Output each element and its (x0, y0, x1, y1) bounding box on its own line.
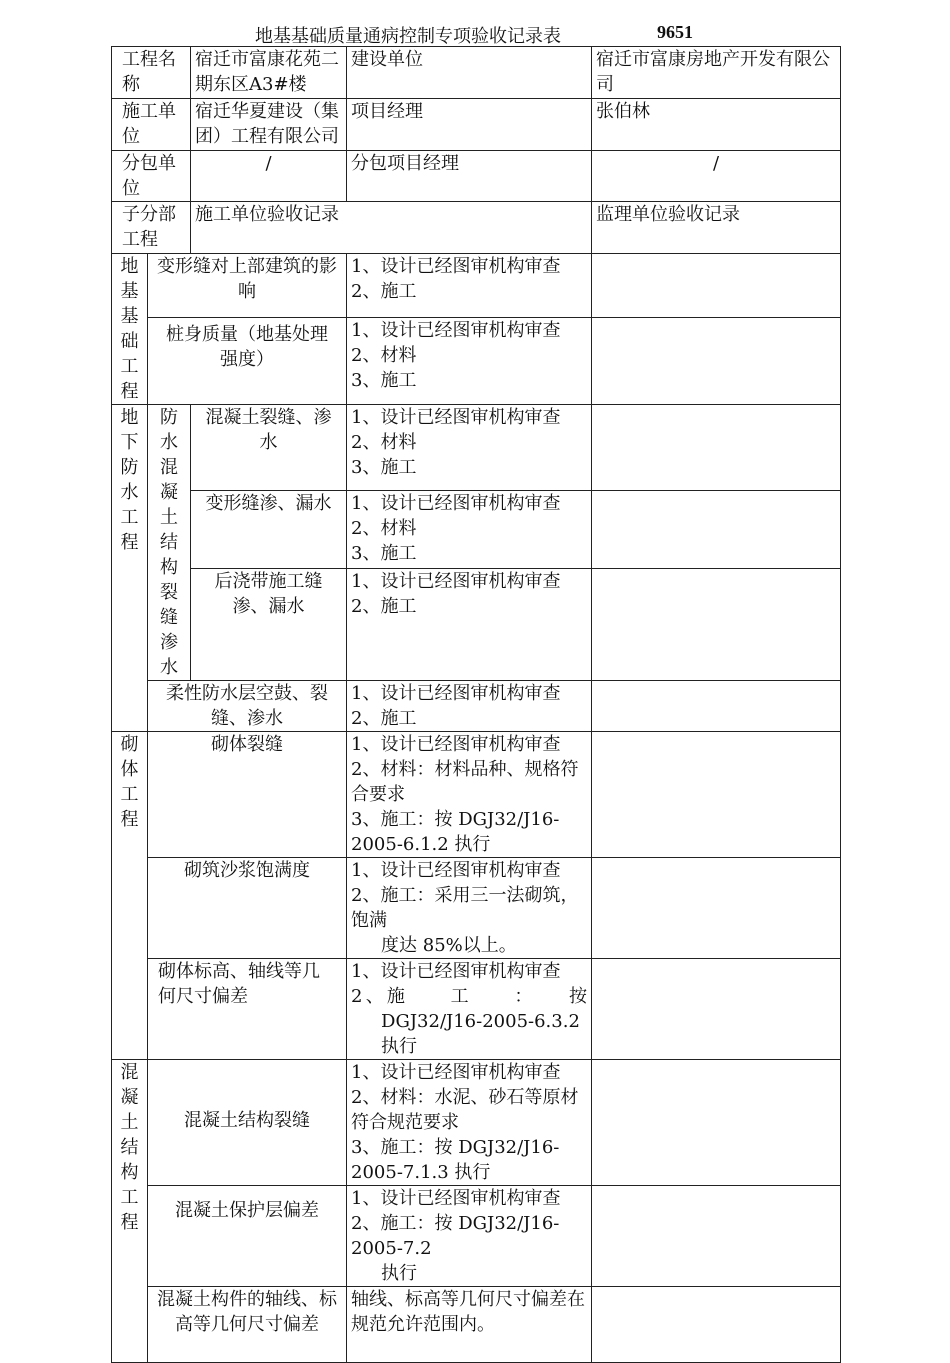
table-row (112, 491, 841, 569)
record-line: 3、施工：按 DGJ32/J16-2005-6.1.2 执行 (351, 809, 560, 855)
section-concrete: 混凝土结构工程 (112, 1060, 148, 1363)
record-line: 2、施工：按 DGJ32/J16-2005-7.2 (351, 1213, 560, 1259)
supervisor-record-label: 监理单位验收记录 (592, 202, 841, 254)
record-line: 执行 (381, 1263, 418, 1284)
pm-label: 项目经理 (347, 99, 592, 151)
record-line: 2、施工 (351, 708, 417, 729)
section-masonry: 砌体工程 (112, 732, 148, 1060)
contractor-record (347, 681, 592, 732)
header-row-columns (112, 202, 841, 254)
contractor-record (347, 569, 592, 681)
supervisor-record (592, 1287, 841, 1363)
builder-label: 建设单位 (347, 47, 592, 99)
record-line: 2、材料：材料品种、规格符合要求 (351, 759, 579, 805)
record-line: 1、设计已经图审机构审查 (351, 860, 561, 881)
header-row-subcontractor (112, 151, 841, 202)
item-name: 混凝土保护层偏差 (148, 1186, 347, 1287)
item-name: 砌体裂缝 (148, 732, 347, 858)
section-waterproof: 地下防水工程 (112, 405, 148, 732)
contractor-record (347, 405, 592, 491)
table-row (112, 681, 841, 732)
record-line: 1、设计已经图审机构审查 (351, 256, 561, 277)
item-name: 砌体标高、轴线等几何尺寸偏差 (148, 959, 347, 1060)
table-row (112, 405, 841, 491)
record-line: 1、设计已经图审机构审查 (351, 683, 561, 704)
inspection-record-table (111, 46, 841, 1363)
item-name: 桩身质量（地基处理强度） (148, 317, 347, 404)
builder-value: 宿迁市富康房地产开发有限公司 (592, 47, 841, 99)
contractor-record (347, 1287, 592, 1363)
supervisor-record (592, 732, 841, 858)
record-line: 2、施工 (351, 281, 417, 302)
item-name: 混凝土裂缝、渗水 (191, 405, 347, 491)
table-row (112, 1186, 841, 1287)
contractor-record-label: 施工单位验收记录 (191, 202, 592, 254)
table-row (112, 959, 841, 1060)
contractor-label: 施工单位 (112, 99, 191, 151)
supervisor-record (592, 1186, 841, 1287)
record-line: 3、施工：按 DGJ32/J16-2005-7.1.3 执行 (351, 1137, 560, 1183)
subsection-label: 子分部工程 (112, 202, 191, 254)
item-name: 砌筑沙浆饱满度 (148, 858, 347, 959)
supervisor-record (592, 858, 841, 959)
subcontractor-value: / (191, 151, 347, 202)
supervisor-record (592, 959, 841, 1060)
supervisor-record (592, 491, 841, 569)
record-line: 2、施 工 ： 按 (351, 986, 588, 1007)
table-row (112, 254, 841, 318)
supervisor-record (592, 254, 841, 318)
contractor-record (347, 317, 592, 404)
record-line: 2、施工 (351, 596, 417, 617)
record-line: 1、设计已经图审机构审查 (351, 571, 561, 592)
record-line: 3、施工 (351, 457, 417, 478)
table-row (112, 569, 841, 681)
item-name: 变形缝对上部建筑的影响 (148, 254, 347, 318)
supervisor-record (592, 405, 841, 491)
record-line: 3、施工 (351, 543, 417, 564)
table-row (112, 317, 841, 404)
record-line: 轴线、标高等几何尺寸偏差在规范允许范围内。 (351, 1289, 586, 1335)
record-line: 3、施工 (351, 369, 417, 391)
supervisor-record (592, 681, 841, 732)
record-line: 度达 85%以上。 (381, 935, 517, 956)
record-line: 2、材料 (351, 518, 417, 539)
record-line: 1、设计已经图审机构审查 (351, 961, 561, 982)
section-foundation: 地基基础工程 (112, 254, 148, 405)
contractor-record (347, 858, 592, 959)
record-line: 2、材料 (351, 344, 417, 366)
record-line: 2、材料 (351, 432, 417, 453)
table-row (112, 858, 841, 959)
contractor-record (347, 1060, 592, 1186)
item-name: 混凝土构件的轴线、标高等几何尺寸偏差 (148, 1287, 347, 1363)
title-text: 地基基础质量通病控制专项验收记录表 (255, 26, 561, 47)
group-waterproof-concrete: 防水混凝土结构裂缝渗水 (148, 405, 191, 681)
item-name: 混凝土结构裂缝 (148, 1060, 347, 1186)
record-line: 1、设计已经图审机构审查 (351, 407, 561, 428)
supervisor-record (592, 569, 841, 681)
contractor-record (347, 491, 592, 569)
item-name: 后浇带施工缝渗、漏水 (191, 569, 347, 681)
record-line: 1、设计已经图审机构审查 (351, 1188, 561, 1209)
record-line: 2、材料：水泥、砂石等原材符合规范要求 (351, 1087, 579, 1133)
item-name: 变形缝渗、漏水 (191, 491, 347, 569)
project-name-value: 宿迁市富康花苑二期东区A3#楼 (191, 47, 347, 99)
pm-value: 张伯林 (592, 99, 841, 151)
record-line: DGJ32/J16-2005-6.3.2 执行 (381, 1011, 580, 1057)
contractor-record (347, 254, 592, 318)
subcontractor-label: 分包单位 (112, 151, 191, 202)
contractor-value: 宿迁华夏建设（集团）工程有限公司 (191, 99, 347, 151)
form-code: 9651 (657, 22, 693, 42)
table-row (112, 1287, 841, 1363)
header-row-contractor (112, 99, 841, 151)
header-row-project (112, 47, 841, 99)
supervisor-record (592, 1060, 841, 1186)
item-name: 柔性防水层空鼓、裂缝、渗水 (148, 681, 347, 732)
record-line: 1、设计已经图审机构审查 (351, 734, 561, 755)
record-line: 1、设计已经图审机构审查 (351, 1062, 561, 1083)
table-row (112, 732, 841, 858)
project-name-label: 工程名称 (112, 47, 191, 99)
record-line: 2、施工：采用三一法砌筑，饱满 (351, 885, 579, 931)
table-row (112, 1060, 841, 1186)
sub-pm-value: / (592, 151, 841, 202)
sub-pm-label: 分包项目经理 (347, 151, 592, 202)
record-line: 1、设计已经图审机构审查 (351, 319, 561, 341)
contractor-record (347, 732, 592, 858)
supervisor-record (592, 317, 841, 404)
contractor-record (347, 1186, 592, 1287)
contractor-record (347, 959, 592, 1060)
record-line: 1、设计已经图审机构审查 (351, 493, 561, 514)
